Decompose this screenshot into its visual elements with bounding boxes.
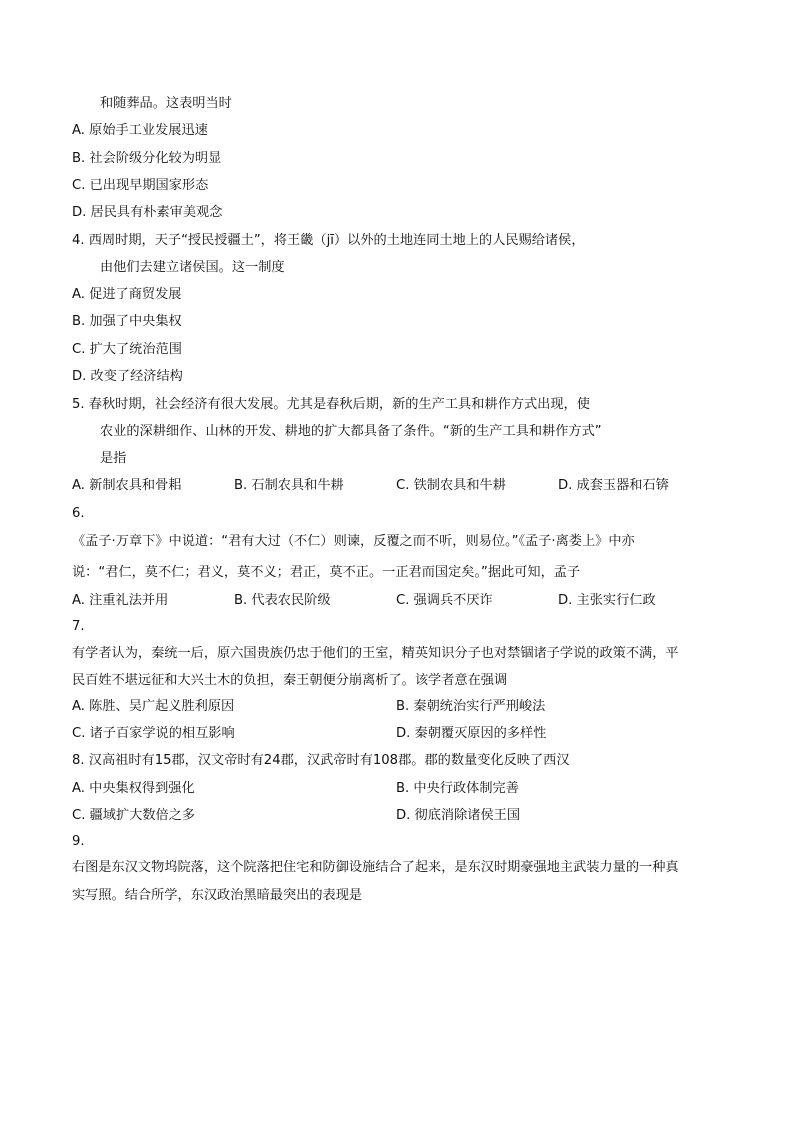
q4-option-d: D. 改变了经济结构 [72, 369, 183, 384]
q6-stem-line1: 《孟子·万章下》中说道：“君有大过（不仁）则谏，反覆之而不听，则易位。”《孟子·离娄上》中亦 [72, 534, 635, 549]
q4-option-c: C. 扩大了统治范围 [72, 342, 182, 357]
q4-stem-line1: 4. 西周时期，天子“授民授疆土”，将王畿（jī）以外的土地连同土地上的人民赐给诸侯， [72, 233, 585, 248]
q5-option-b: B. 石制农具和牛耕 [234, 478, 344, 493]
q4-stem-line2: 由他们去建立诸侯国。这一制度 [100, 260, 285, 275]
q7-option-b: B. 秦朝统治实行严刑峻法 [396, 699, 546, 714]
q5-option-c: C. 铁制农具和牛耕 [396, 478, 506, 493]
q7-option-a: A. 陈胜、吴广起义胜利原因 [72, 699, 235, 714]
q3-option-d: D. 居民具有朴素审美观念 [72, 205, 223, 220]
q9-stem-line1: 右图是东汉文物坞院落，这个院落把住宅和防御设施结合了起来，是东汉时期豪强地主武装力量的一种真 [72, 860, 679, 875]
q6-option-a: A. 注重礼法并用 [72, 593, 169, 608]
q4-option-a: A. 促进了商贸发展 [72, 287, 182, 302]
q8-option-c: C. 疆域扩大数倍之多 [72, 808, 196, 823]
q5-option-a: A. 新制农具和骨耜 [72, 478, 182, 493]
q9-number: 9. [72, 834, 85, 849]
q5-stem-line3: 是指 [100, 451, 127, 466]
q7-option-d: D. 秦朝覆灭原因的多样性 [396, 726, 547, 741]
q6-option-b: B. 代表农民阶级 [234, 593, 331, 608]
q7-stem-line1: 有学者认为，秦统一后，原六国贵族仍忠于他们的王室，精英知识分子也对禁锢诸子学说的政策不满，平 [72, 646, 679, 661]
q8-option-d: D. 彻底消除诸侯王国 [396, 808, 521, 823]
q6-stem-line2: 说：“君仁，莫不仁；君义，莫不义；君正，莫不正。一正君而国定矣。”据此可知，孟子 [72, 565, 581, 580]
q8-stem-line1: 8. 汉高祖时有15郡，汉文帝时有24郡，汉武帝时有108郡。郡的数量变化反映了西汉 [72, 753, 570, 768]
q8-option-b: B. 中央行政体制完善 [396, 781, 519, 796]
q7-number: 7. [72, 619, 85, 634]
q8-option-a: A. 中央集权得到强化 [72, 781, 195, 796]
q9-stem-line2: 实写照。结合所学，东汉政治黑暗最突出的表现是 [72, 888, 363, 903]
q3-option-a: A. 原始手工业发展迅速 [72, 123, 208, 138]
q7-option-c: C. 诸子百家学说的相互影响 [72, 726, 235, 741]
q5-option-d: D. 成套玉器和石锛 [558, 478, 669, 493]
q6-option-d: D. 主张实行仁政 [558, 593, 656, 608]
q6-number: 6. [72, 506, 85, 521]
q4-option-b: B. 加强了中央集权 [72, 314, 182, 329]
q3-option-b: B. 社会阶级分化较为明显 [72, 151, 222, 166]
q6-option-c: C. 强调兵不厌诈 [396, 593, 493, 608]
q3-stem-continuation: 和随葬品。这表明当时 [100, 96, 232, 111]
q3-option-c: C. 已出现早期国家形态 [72, 178, 209, 193]
q5-stem-line1: 5. 春秋时期，社会经济有很大发展。尤其是春秋后期，新的生产工具和耕作方式出现，使 [72, 397, 590, 412]
q5-stem-line2: 农业的深耕细作、山林的开发、耕地的扩大都具备了条件。“新的生产工具和耕作方式” [100, 424, 602, 439]
q7-stem-line2: 民百姓不堪远征和大兴土木的负担，秦王朝便分崩离析了。该学者意在强调 [72, 673, 508, 688]
